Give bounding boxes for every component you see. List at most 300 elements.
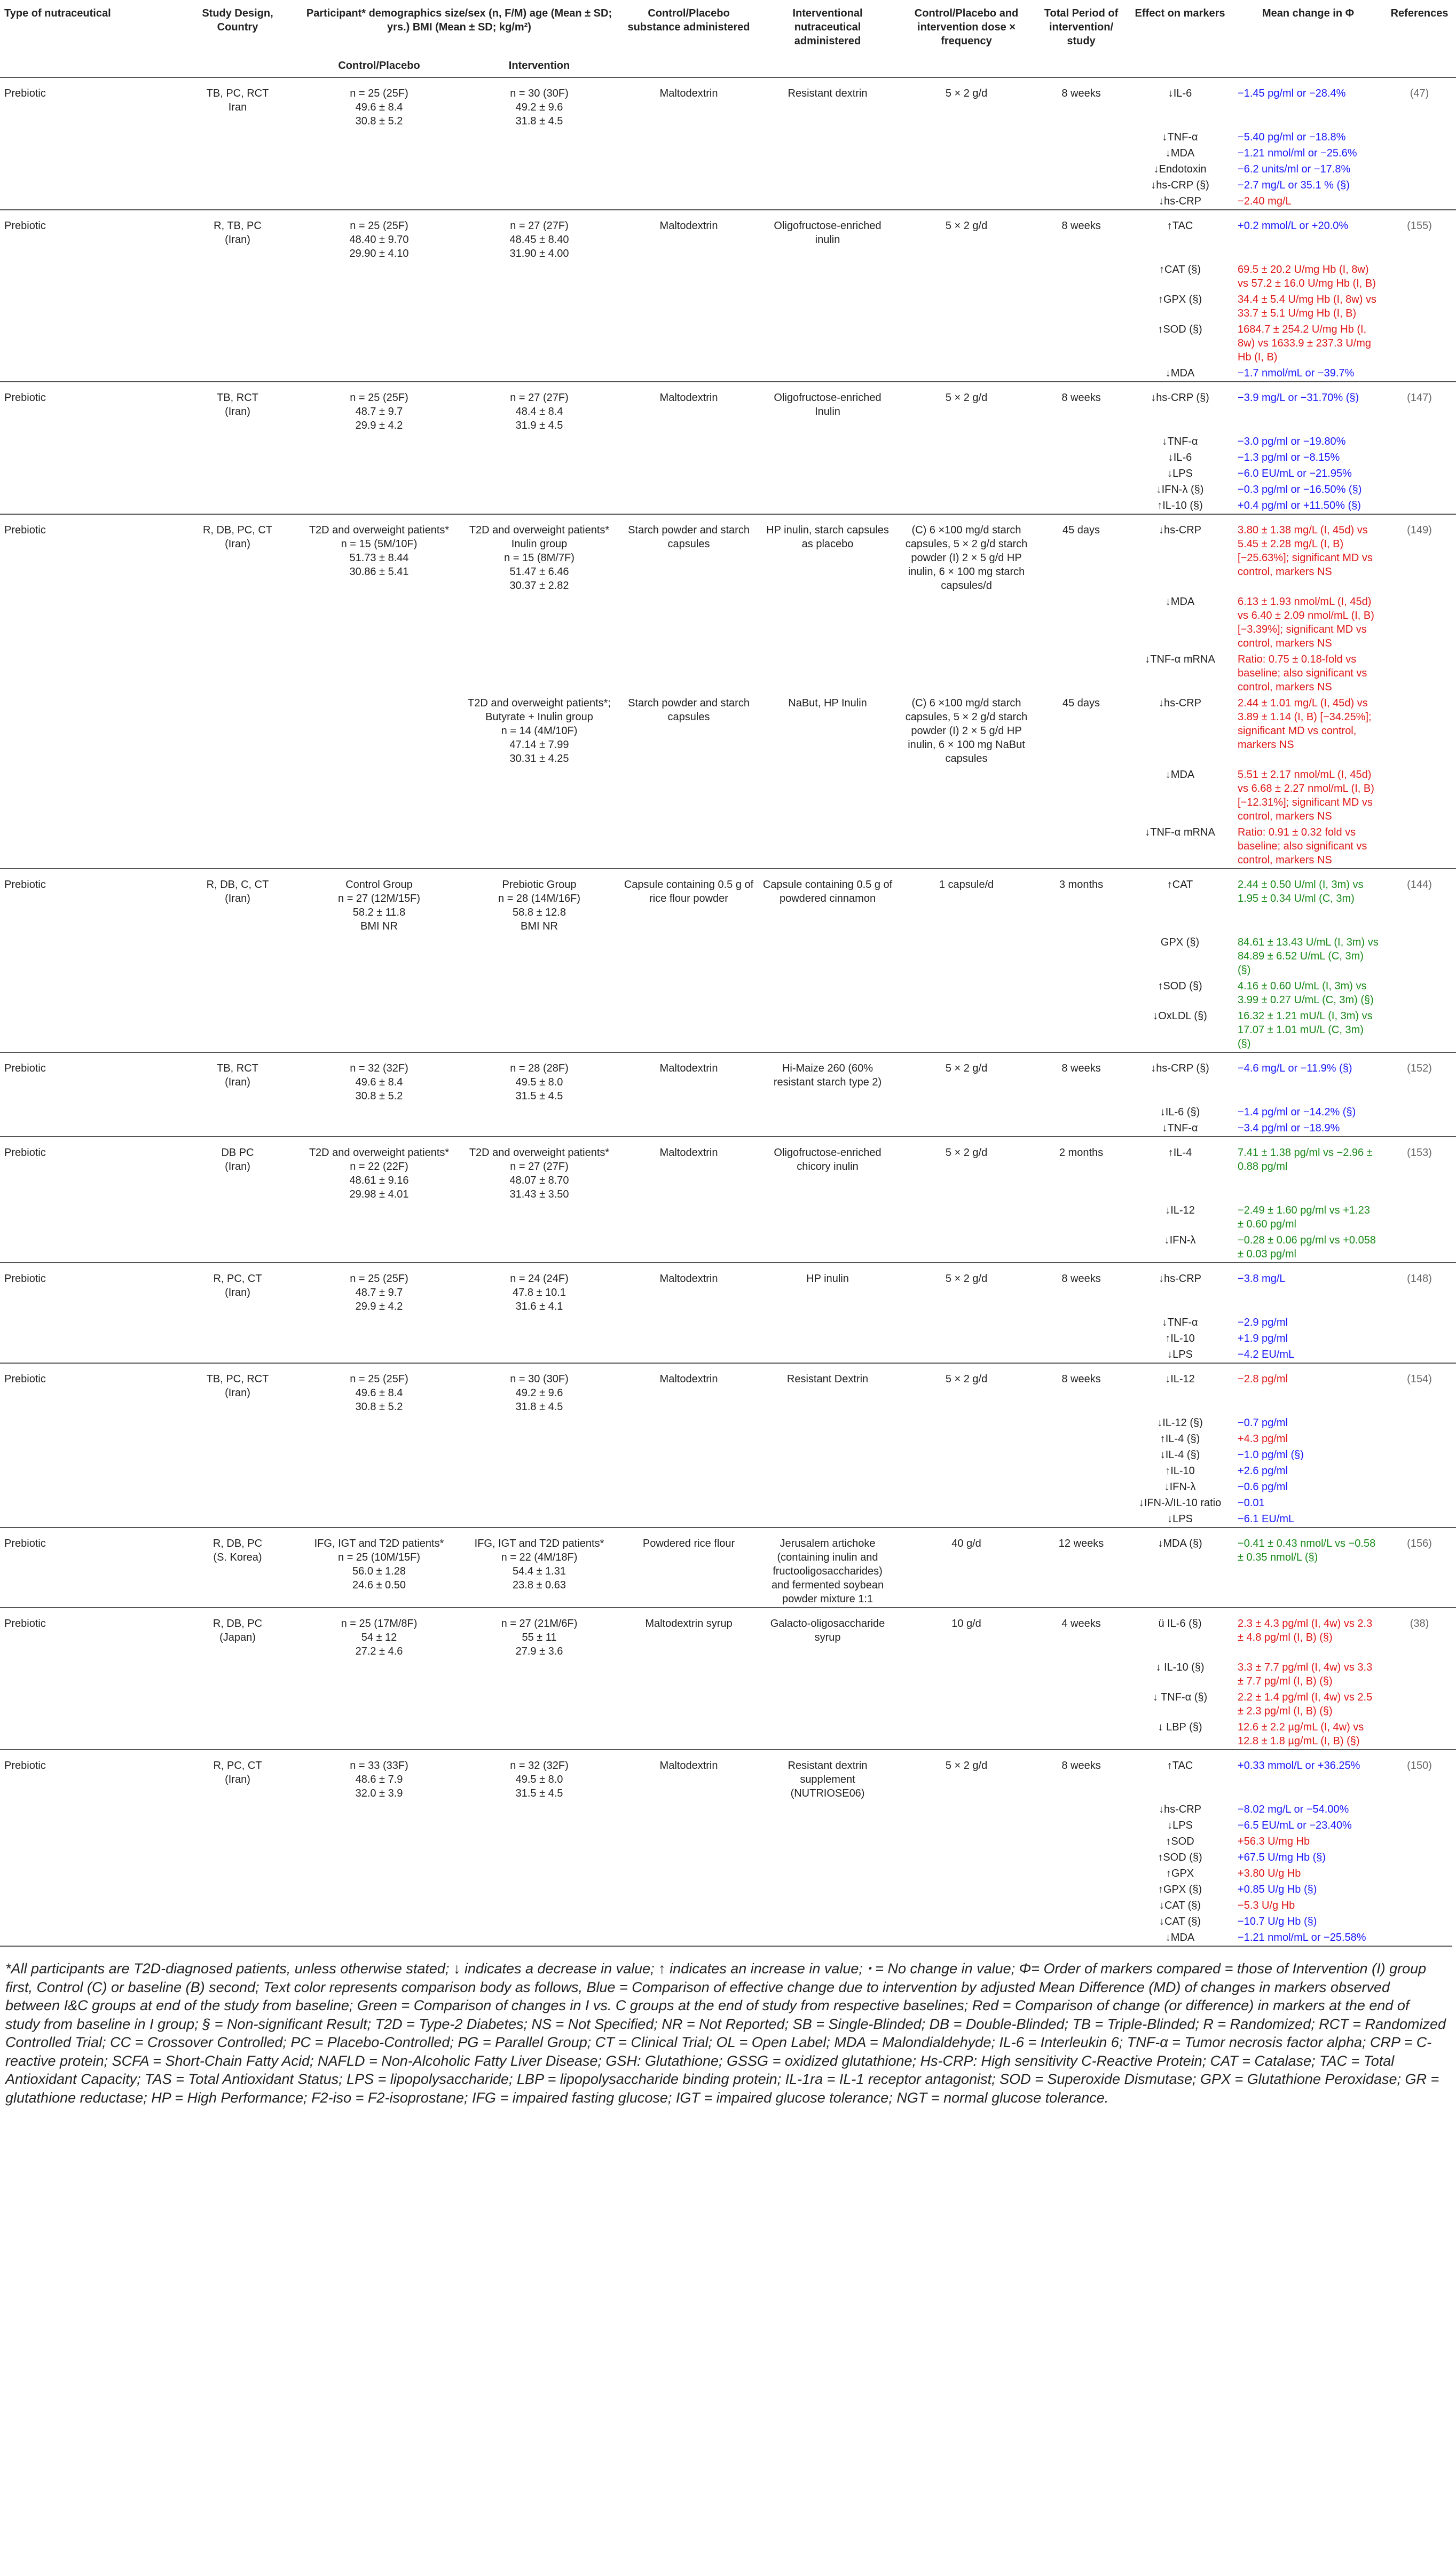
empty-cell — [459, 767, 619, 824]
marker-value: −5.3 U/g Hb — [1238, 1900, 1295, 1911]
empty-cell — [897, 193, 1036, 210]
empty-cell — [897, 934, 1036, 978]
empty-cell — [459, 1898, 619, 1914]
cell-line: n = 22 (4M/18F) — [501, 1552, 578, 1563]
intervention-nutraceutical: Hi-Maize 260 (60% resistant starch type 2) — [758, 1052, 897, 1104]
table-row — [0, 177, 1456, 193]
cell-line: 54 ± 12 — [361, 1632, 397, 1643]
empty-cell — [897, 594, 1036, 651]
empty-cell — [758, 978, 897, 1008]
empty-cell — [758, 145, 897, 161]
empty-cell — [758, 1833, 897, 1849]
intervention-nutraceutical: Resistant dextrin — [758, 77, 897, 129]
empty-cell — [459, 1447, 619, 1463]
empty-cell — [897, 1479, 1036, 1495]
cell-line: 49.2 ± 9.6 — [515, 1387, 563, 1399]
marker-value: +0.33 mmol/L or +36.25% — [1233, 1750, 1383, 1801]
cell-line: 24.6 ± 0.50 — [352, 1579, 406, 1591]
empty-cell — [299, 434, 459, 450]
table-row — [0, 934, 1456, 978]
cell-line: TB, RCT — [217, 392, 258, 404]
cell-line: n = 30 (30F) — [510, 88, 569, 99]
empty-cell — [1036, 1898, 1127, 1914]
empty-cell — [758, 365, 897, 382]
empty-cell — [299, 1719, 459, 1750]
marker-name: ↑IL-4 (§) — [1160, 1433, 1200, 1445]
cell-line: (Iran) — [225, 893, 250, 904]
dose-frequency: 5 × 2 g/d — [897, 1052, 1036, 1104]
empty-cell — [176, 824, 299, 869]
marker-name: ↓hs-CRP — [1159, 1804, 1202, 1815]
empty-cell — [1036, 1331, 1127, 1347]
control-demographics — [299, 869, 459, 934]
marker-value: +0.2 mmol/L or +20.0% — [1233, 210, 1383, 262]
cell-line: 49.5 ± 8.0 — [515, 1774, 563, 1785]
empty-cell — [1036, 1511, 1127, 1528]
empty-cell — [459, 1930, 619, 1946]
marker-name: ↓IL-6 (§) — [1160, 1106, 1200, 1118]
empty-cell — [0, 262, 176, 292]
control-demographics — [299, 1528, 459, 1608]
empty-cell — [897, 482, 1036, 498]
empty-cell — [1036, 466, 1127, 482]
empty-cell — [176, 651, 299, 695]
empty-cell — [1036, 1431, 1127, 1447]
empty-cell — [897, 651, 1036, 695]
empty-cell — [758, 434, 897, 450]
empty-cell — [619, 1817, 758, 1833]
placebo-substance: Maltodextrin — [619, 210, 758, 262]
empty-cell — [1383, 161, 1456, 177]
empty-cell — [758, 1898, 897, 1914]
empty-cell — [176, 594, 299, 651]
empty-cell — [758, 1431, 897, 1447]
empty-cell — [0, 1202, 176, 1232]
intervention-demographics — [459, 382, 619, 434]
placebo-substance: Maltodextrin — [619, 1363, 758, 1415]
empty-cell — [0, 1511, 176, 1528]
table-row — [0, 1495, 1456, 1511]
empty-cell — [0, 1232, 176, 1263]
empty-cell — [619, 1347, 758, 1363]
placebo-substance: Maltodextrin — [619, 1263, 758, 1315]
dose-frequency: 5 × 2 g/d — [897, 1263, 1036, 1315]
empty-cell — [176, 161, 299, 177]
study-design — [176, 1750, 299, 1801]
cell-line: 30.31 ± 4.25 — [509, 753, 569, 765]
cell-line: n = 32 (32F) — [510, 1760, 569, 1772]
empty-cell — [1036, 1315, 1127, 1331]
intervention-demographics — [459, 77, 619, 129]
marker-name: ↓IFN-λ — [1164, 1481, 1196, 1493]
empty-cell — [459, 177, 619, 193]
table-row — [0, 1104, 1456, 1120]
marker-value: 12.6 ± 2.2 µg/mL (I, 4w) vs 12.8 ± 1.8 µg/mL (I, B) (§) — [1238, 1721, 1364, 1747]
intervention-period: 45 days — [1062, 697, 1100, 709]
marker-value: Ratio: 0.91 ± 0.32 fold vs baseline; also significant vs control, markers NS — [1238, 827, 1367, 866]
empty-cell — [0, 1431, 176, 1447]
study-design — [176, 210, 299, 262]
empty-cell — [0, 1495, 176, 1511]
cell-line: R, DB, PC — [213, 1538, 263, 1549]
empty-cell — [1383, 1120, 1456, 1137]
table-row — [0, 262, 1456, 292]
marker-value: −1.7 nmol/mL or −39.7% — [1238, 367, 1355, 379]
nutraceutical-type: Prebiotic — [0, 869, 176, 934]
empty-cell — [758, 651, 897, 695]
cell-line: T2D and overweight patients* — [309, 524, 450, 536]
nutraceutical-type: Prebiotic — [0, 77, 176, 129]
empty-cell — [897, 1331, 1036, 1347]
cell-line: 31.9 ± 4.5 — [515, 420, 563, 431]
cell-line: n = 33 (33F) — [350, 1760, 408, 1772]
cell-line: 30.8 ± 5.2 — [355, 1401, 403, 1413]
empty-cell — [459, 365, 619, 382]
empty-cell — [619, 1719, 758, 1750]
marker-value: +0.85 U/g Hb (§) — [1238, 1884, 1317, 1895]
cell-line: 48.7 ± 9.7 — [355, 406, 403, 418]
marker-name: ↓IL-6 — [1168, 452, 1192, 463]
empty-cell — [897, 1689, 1036, 1719]
marker-name: ↓ TNF-α (§) — [1152, 1691, 1208, 1703]
empty-cell — [897, 1511, 1036, 1528]
reference: (156) — [1383, 1528, 1456, 1608]
table-row — [0, 210, 1456, 262]
empty-cell — [1036, 1447, 1127, 1463]
intervention-demographics — [459, 869, 619, 934]
placebo-substance: Maltodextrin — [619, 1750, 758, 1801]
empty-cell — [459, 1415, 619, 1431]
cell-line: T2D and overweight patients* — [309, 1147, 450, 1159]
empty-cell — [299, 365, 459, 382]
empty-cell — [897, 1801, 1036, 1817]
empty-cell — [0, 1930, 176, 1946]
empty-cell — [758, 1882, 897, 1898]
empty-cell — [1383, 177, 1456, 193]
empty-cell — [897, 1431, 1036, 1447]
empty-cell — [619, 978, 758, 1008]
empty-cell — [758, 482, 897, 498]
empty-cell — [619, 1659, 758, 1689]
study-design — [176, 1263, 299, 1315]
empty-cell — [1383, 193, 1456, 210]
marker-value: 16.32 ± 1.21 mU/L (I, 3m) vs 17.07 ± 1.01 mU/L (C, 3m) (§) — [1238, 1010, 1373, 1050]
cell-line: 31.8 ± 4.5 — [515, 1401, 563, 1413]
empty-cell — [619, 161, 758, 177]
cell-line: n = 25 (25F) — [350, 220, 408, 232]
cell-line: Iran — [228, 101, 247, 113]
table-row — [0, 1315, 1456, 1331]
empty-cell — [758, 177, 897, 193]
empty-cell — [1036, 1495, 1127, 1511]
empty-cell — [1036, 161, 1127, 177]
empty-cell — [459, 482, 619, 498]
empty-cell — [619, 498, 758, 514]
empty-cell — [1383, 1202, 1456, 1232]
empty-cell — [1383, 1930, 1456, 1946]
marker-name: ↓TNF-α — [1162, 1122, 1198, 1134]
empty-cell — [758, 1202, 897, 1232]
empty-cell — [176, 1833, 299, 1849]
marker-value: −3.9 mg/L or −31.70% (§) — [1233, 382, 1383, 434]
table-row — [0, 145, 1456, 161]
empty-cell — [176, 1849, 299, 1866]
empty-cell — [897, 1659, 1036, 1689]
empty-cell — [758, 1495, 897, 1511]
marker-name: ↓IFN-λ (§) — [1156, 484, 1204, 495]
marker-name: ↑IL-10 — [1165, 1465, 1195, 1477]
empty-cell — [1036, 1104, 1127, 1120]
empty-cell — [299, 145, 459, 161]
empty-cell — [619, 1447, 758, 1463]
marker-value: 34.4 ± 5.4 U/mg Hb (I, 8w) vs 33.7 ± 5.1 U/mg Hb (I, B) — [1238, 294, 1376, 319]
empty-cell — [1383, 1866, 1456, 1882]
empty-cell — [1036, 1659, 1127, 1689]
marker-value: 3.80 ± 1.38 mg/L (I, 45d) vs 5.45 ± 2.28 mg/L (I, B) [−25.63%]; significant MD vs control, markers NS — [1233, 514, 1383, 594]
control-demographics — [299, 1052, 459, 1104]
empty-cell — [758, 1463, 897, 1479]
empty-cell — [176, 1801, 299, 1817]
empty-cell — [1383, 594, 1456, 651]
table-row — [0, 1528, 1456, 1608]
empty-cell — [619, 450, 758, 466]
empty-cell — [0, 594, 176, 651]
empty-cell — [299, 1495, 459, 1511]
marker-value: −2.9 pg/ml — [1238, 1317, 1288, 1328]
cell-line: n = 14 (4M/10F) — [501, 725, 578, 737]
marker-name: ↑SOD — [1166, 1836, 1194, 1847]
cell-line: n = 15 (8M/7F) — [504, 552, 574, 564]
table-row — [0, 77, 1456, 129]
empty-cell — [897, 1898, 1036, 1914]
cell-line: 30.37 ± 2.82 — [509, 580, 569, 592]
table-row — [0, 382, 1456, 434]
control-demographics — [299, 1363, 459, 1415]
empty-cell — [619, 1315, 758, 1331]
marker-value: −0.6 pg/ml — [1238, 1481, 1288, 1493]
placebo-substance: Capsule containing 0.5 g of rice flour powder — [619, 869, 758, 934]
empty-cell — [897, 824, 1036, 869]
empty-cell — [1383, 262, 1456, 292]
empty-cell — [758, 1315, 897, 1331]
intervention-demographics — [459, 210, 619, 262]
empty-cell — [619, 767, 758, 824]
empty-cell — [619, 482, 758, 498]
marker-value: −1.45 pg/ml or −28.4% — [1233, 77, 1383, 129]
cell-line: R, DB, C, CT — [206, 879, 269, 891]
study-design — [176, 869, 299, 934]
empty-cell — [1383, 498, 1456, 514]
empty-cell — [176, 193, 299, 210]
empty-cell — [176, 1104, 299, 1120]
empty-cell — [1383, 1104, 1456, 1120]
empty-cell — [758, 1866, 897, 1882]
empty-cell — [1036, 1866, 1127, 1882]
empty-cell — [459, 193, 619, 210]
empty-cell — [1383, 466, 1456, 482]
empty-cell — [619, 365, 758, 382]
cell-line: n = 25 (25F) — [350, 1273, 408, 1285]
empty-cell — [459, 1849, 619, 1866]
empty-cell — [897, 1120, 1036, 1137]
marker-name: ↓IFN-λ — [1164, 1234, 1196, 1246]
study-design — [176, 1608, 299, 1659]
marker-name: ↓hs-CRP — [1127, 514, 1233, 594]
empty-cell — [1383, 695, 1456, 767]
empty-cell — [0, 1914, 176, 1930]
header-dose: Control/Placebo and intervention dose × frequency — [914, 7, 1019, 47]
empty-cell — [758, 767, 897, 824]
empty-cell — [897, 466, 1036, 482]
empty-cell — [459, 466, 619, 482]
empty-cell — [299, 292, 459, 321]
marker-name: ↑CAT — [1127, 869, 1233, 934]
empty-cell — [459, 1659, 619, 1689]
table-row — [0, 1479, 1456, 1495]
header-intervention-sub: Intervention — [459, 52, 619, 77]
table-row — [0, 824, 1456, 869]
empty-cell — [619, 1833, 758, 1849]
study-design — [176, 1052, 299, 1104]
empty-cell — [459, 934, 619, 978]
empty-cell — [758, 824, 897, 869]
empty-cell — [619, 934, 758, 978]
marker-name: ↓Endotoxin — [1153, 163, 1207, 175]
empty-cell — [1036, 1817, 1127, 1833]
cell-line: 29.9 ± 4.2 — [355, 1301, 403, 1312]
empty-cell — [459, 1511, 619, 1528]
empty-cell — [459, 1120, 619, 1137]
header-placebo: Control/Placebo substance administered — [627, 7, 750, 33]
table-row — [0, 651, 1456, 695]
empty-cell — [0, 177, 176, 193]
table-row — [0, 695, 1456, 767]
empty-cell — [459, 1315, 619, 1331]
cell-line: 51.47 ± 6.46 — [509, 566, 569, 578]
reference: (154) — [1383, 1363, 1456, 1415]
empty-cell — [758, 1347, 897, 1363]
empty-cell — [299, 1331, 459, 1347]
table-row — [0, 434, 1456, 450]
marker-name: ↓ IL-10 (§) — [1155, 1662, 1205, 1673]
marker-value: +4.3 pg/ml — [1238, 1433, 1288, 1445]
empty-cell — [1383, 1315, 1456, 1331]
empty-cell — [299, 1315, 459, 1331]
marker-value: −2.7 mg/L or 35.1 % (§) — [1238, 179, 1350, 191]
empty-cell — [1036, 129, 1127, 145]
empty-cell — [459, 161, 619, 177]
empty-cell — [1383, 1447, 1456, 1463]
intervention-period: 8 weeks — [1036, 1052, 1127, 1104]
intervention-demographics — [459, 1363, 619, 1415]
marker-name: ↓IL-12 — [1127, 1363, 1233, 1415]
table-row — [0, 1232, 1456, 1263]
empty-cell — [459, 1801, 619, 1817]
empty-cell — [299, 262, 459, 292]
empty-cell — [176, 1347, 299, 1363]
empty-cell — [758, 1930, 897, 1946]
empty-cell — [897, 1008, 1036, 1052]
placebo-substance: Starch powder and starch capsules — [628, 697, 750, 723]
cell-line: (Iran) — [225, 1076, 250, 1088]
marker-value: −1.21 nmol/mL or −25.58% — [1238, 1932, 1366, 1943]
cell-line: 56.0 ± 1.28 — [352, 1565, 406, 1577]
empty-cell — [758, 1511, 897, 1528]
empty-cell — [176, 767, 299, 824]
empty-cell — [897, 1415, 1036, 1431]
marker-name: ↓CAT (§) — [1159, 1900, 1201, 1911]
empty-cell — [299, 1008, 459, 1052]
table-row — [0, 1719, 1456, 1750]
empty-cell — [1383, 1882, 1456, 1898]
empty-cell — [1383, 1431, 1456, 1447]
cell-line: 47.14 ± 7.99 — [509, 739, 569, 751]
marker-value: −2.49 ± 1.60 pg/ml vs +1.23 ± 0.60 pg/ml — [1238, 1205, 1370, 1230]
empty-cell — [0, 434, 176, 450]
empty-cell — [299, 934, 459, 978]
cell-line: 48.45 ± 8.40 — [509, 234, 569, 246]
marker-value: 5.51 ± 2.17 nmol/mL (I, 45d) vs 6.68 ± 2.27 nmol/mL (I, B) [−12.31%]; significant MD vs control, markers NS — [1238, 769, 1374, 822]
empty-cell — [1383, 365, 1456, 382]
empty-cell — [1036, 1882, 1127, 1898]
empty-cell — [619, 1232, 758, 1263]
marker-value: −2.40 mg/L — [1238, 195, 1292, 207]
empty-cell — [459, 145, 619, 161]
empty-cell — [897, 498, 1036, 514]
empty-cell — [897, 1463, 1036, 1479]
cell-line: 31.5 ± 4.5 — [515, 1788, 563, 1799]
empty-cell — [897, 1495, 1036, 1511]
cell-line: 58.2 ± 11.8 — [352, 907, 406, 918]
empty-cell — [0, 1120, 176, 1137]
empty-cell — [619, 1882, 758, 1898]
marker-name: ↓MDA — [1165, 769, 1195, 781]
empty-cell — [176, 1331, 299, 1347]
cell-line: 27.2 ± 4.6 — [355, 1646, 403, 1657]
empty-cell — [176, 1659, 299, 1689]
empty-cell — [176, 1120, 299, 1137]
control-demographics — [299, 1608, 459, 1659]
empty-cell — [619, 466, 758, 482]
marker-value: −0.7 pg/ml — [1238, 1417, 1288, 1429]
marker-value: −2.8 pg/ml — [1233, 1363, 1383, 1415]
empty-cell — [1383, 978, 1456, 1008]
empty-cell — [897, 177, 1036, 193]
table-row — [0, 365, 1456, 382]
empty-cell — [0, 1447, 176, 1463]
marker-name: ↓LPS — [1167, 1349, 1193, 1360]
marker-name: ↓hs-CRP — [1159, 195, 1202, 207]
empty-cell — [1383, 1479, 1456, 1495]
marker-value: −3.4 pg/ml or −18.9% — [1238, 1122, 1340, 1134]
control-demographics — [299, 382, 459, 434]
dose-frequency: 1 capsule/d — [897, 869, 1036, 934]
intervention-period: 8 weeks — [1036, 1363, 1127, 1415]
cell-line: n = 22 (22F) — [350, 1161, 408, 1172]
empty-cell — [1036, 1930, 1127, 1946]
empty-cell — [1383, 129, 1456, 145]
table-row — [0, 1363, 1456, 1415]
empty-cell — [0, 466, 176, 482]
empty-cell — [897, 1104, 1036, 1120]
marker-value: −0.41 ± 0.43 nmol/L vs −0.58 ± 0.35 nmol/L (§) — [1233, 1528, 1383, 1608]
cell-line: 49.6 ± 8.4 — [355, 101, 403, 113]
empty-cell — [0, 1347, 176, 1363]
empty-cell — [758, 1719, 897, 1750]
table-row — [0, 1659, 1456, 1689]
intervention-nutraceutical: Oligofructose-enriched Inulin — [758, 382, 897, 434]
empty-cell — [1036, 292, 1127, 321]
